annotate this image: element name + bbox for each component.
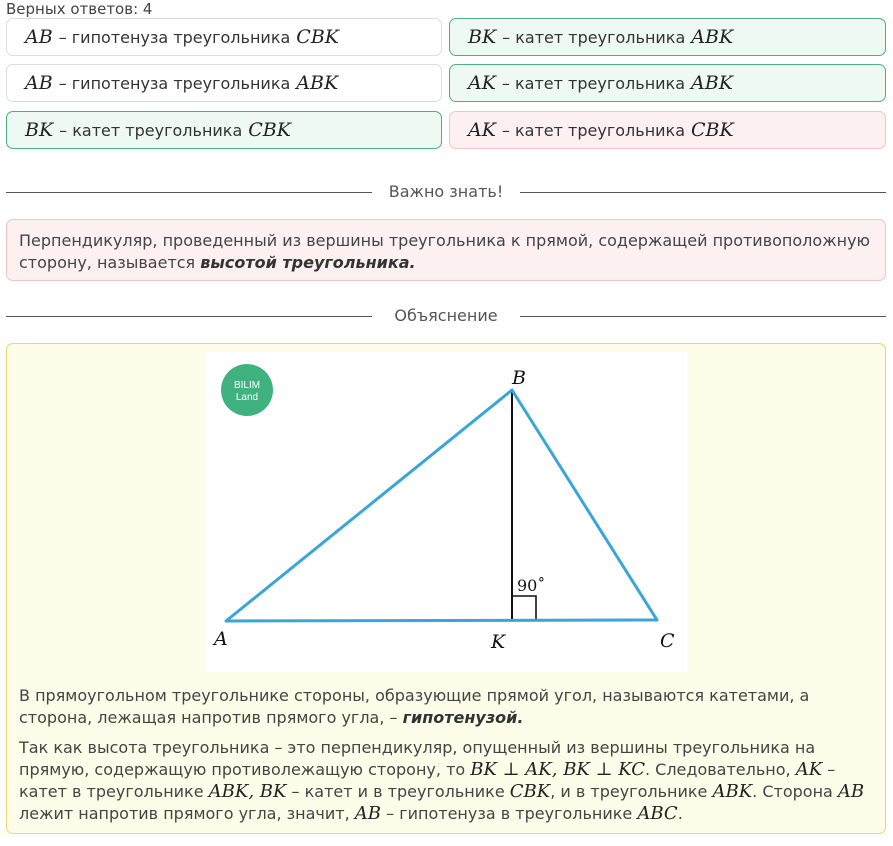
- paragraph-text: – катет в треугольнике: [19, 760, 836, 801]
- paragraph-text: – гипотенуза в треугольнике: [381, 804, 638, 823]
- math-expression: AK: [795, 759, 823, 780]
- answer-triangle: ABK: [691, 72, 733, 94]
- divider-line: [520, 316, 886, 317]
- answer-option[interactable]: [449, 64, 886, 102]
- answer-triangle: CBK: [248, 119, 291, 141]
- answer-text: – катет треугольника: [502, 27, 686, 47]
- answer-segment: AK: [468, 119, 496, 141]
- answer-option[interactable]: [6, 18, 442, 56]
- important-divider: [6, 182, 886, 202]
- right-angle-mark: [512, 596, 536, 620]
- math-expression: AB: [354, 803, 382, 824]
- bilimland-logo: [221, 364, 273, 416]
- answer-text: – катет треугольника: [501, 120, 686, 140]
- hypotenuse-term: гипотенузой.: [402, 708, 524, 727]
- answer-triangle: ABK: [691, 26, 734, 48]
- answer-segment: AB: [25, 72, 53, 94]
- paragraph-text: лежит напротив прямого угла, значит,: [19, 804, 355, 823]
- vertex-label-c: C: [660, 630, 675, 652]
- note-bold-term: высотой треугольника.: [200, 253, 416, 272]
- answer-segment: AK: [468, 72, 496, 94]
- math-expression: ABK: [712, 781, 753, 802]
- answer-text: – гипотенуза треугольника: [58, 27, 291, 47]
- answer-text: – катет треугольника: [501, 73, 686, 93]
- math-expression: ABK, BK: [208, 781, 287, 802]
- important-heading: Важно знать!: [388, 182, 504, 201]
- explanation-paragraph: [19, 737, 879, 825]
- paragraph-text: . Сторона: [752, 782, 838, 801]
- math-expression: AB: [837, 781, 865, 802]
- correct-answers-count: Верных ответов: 4: [6, 0, 153, 18]
- divider-line: [520, 192, 886, 193]
- note-text: Перпендикуляр, проведенный из вершины треугольника к прямой, содержащей противоположную сторону, называется: [19, 231, 870, 272]
- triangle-figure: [206, 352, 687, 672]
- explanation-paragraph: [19, 685, 879, 729]
- answer-segment: AB: [25, 26, 53, 48]
- logo-text: Land: [235, 392, 259, 403]
- answer-option[interactable]: [449, 111, 886, 149]
- logo-text: BILIM: [233, 380, 261, 391]
- math-expression: CBK: [509, 781, 551, 802]
- answer-segment: BK: [468, 26, 497, 48]
- paragraph-text: Так как высота треугольника – это перпендикуляр, опущенный из вершины треугольника на прямую, содержащую противолежащую сторону, то: [19, 738, 816, 779]
- answer-option[interactable]: [449, 18, 886, 56]
- explanation-heading: Объяснение: [394, 306, 498, 325]
- explanation-panel: [6, 343, 886, 834]
- vertex-label-k: K: [491, 631, 506, 653]
- paragraph-text: В прямоугольном треугольнике стороны, образующие прямой угол, называются катетами, а сторона, лежащая напротив прямого угла, –: [19, 686, 810, 727]
- answer-segment: BK: [25, 119, 54, 141]
- math-expression: ABC: [637, 803, 678, 824]
- explanation-divider: [6, 306, 886, 326]
- math-expression: BK ⊥ AK, BK ⊥ KC: [470, 759, 645, 780]
- paragraph-text: . Следовательно,: [644, 760, 796, 779]
- paragraph-text: .: [677, 804, 683, 823]
- paragraph-text: – катет и в треугольнике: [286, 782, 510, 801]
- answer-triangle: ABK: [296, 72, 339, 94]
- answer-text: – гипотенуза треугольника: [58, 73, 291, 93]
- important-note: [6, 219, 886, 281]
- answer-triangle: CBK: [691, 119, 734, 141]
- answer-triangle: CBK: [296, 26, 339, 48]
- triangle-diagram: [206, 352, 687, 672]
- answer-option[interactable]: [6, 111, 442, 149]
- vertex-label-a: A: [214, 628, 228, 650]
- paragraph-text: , и в треугольнике: [550, 782, 713, 801]
- angle-label: 90˚: [517, 576, 546, 595]
- triangle-abc: [226, 390, 657, 621]
- answer-text: – катет треугольника: [59, 120, 243, 140]
- vertex-label-b: B: [512, 367, 526, 389]
- answer-option[interactable]: [6, 64, 442, 102]
